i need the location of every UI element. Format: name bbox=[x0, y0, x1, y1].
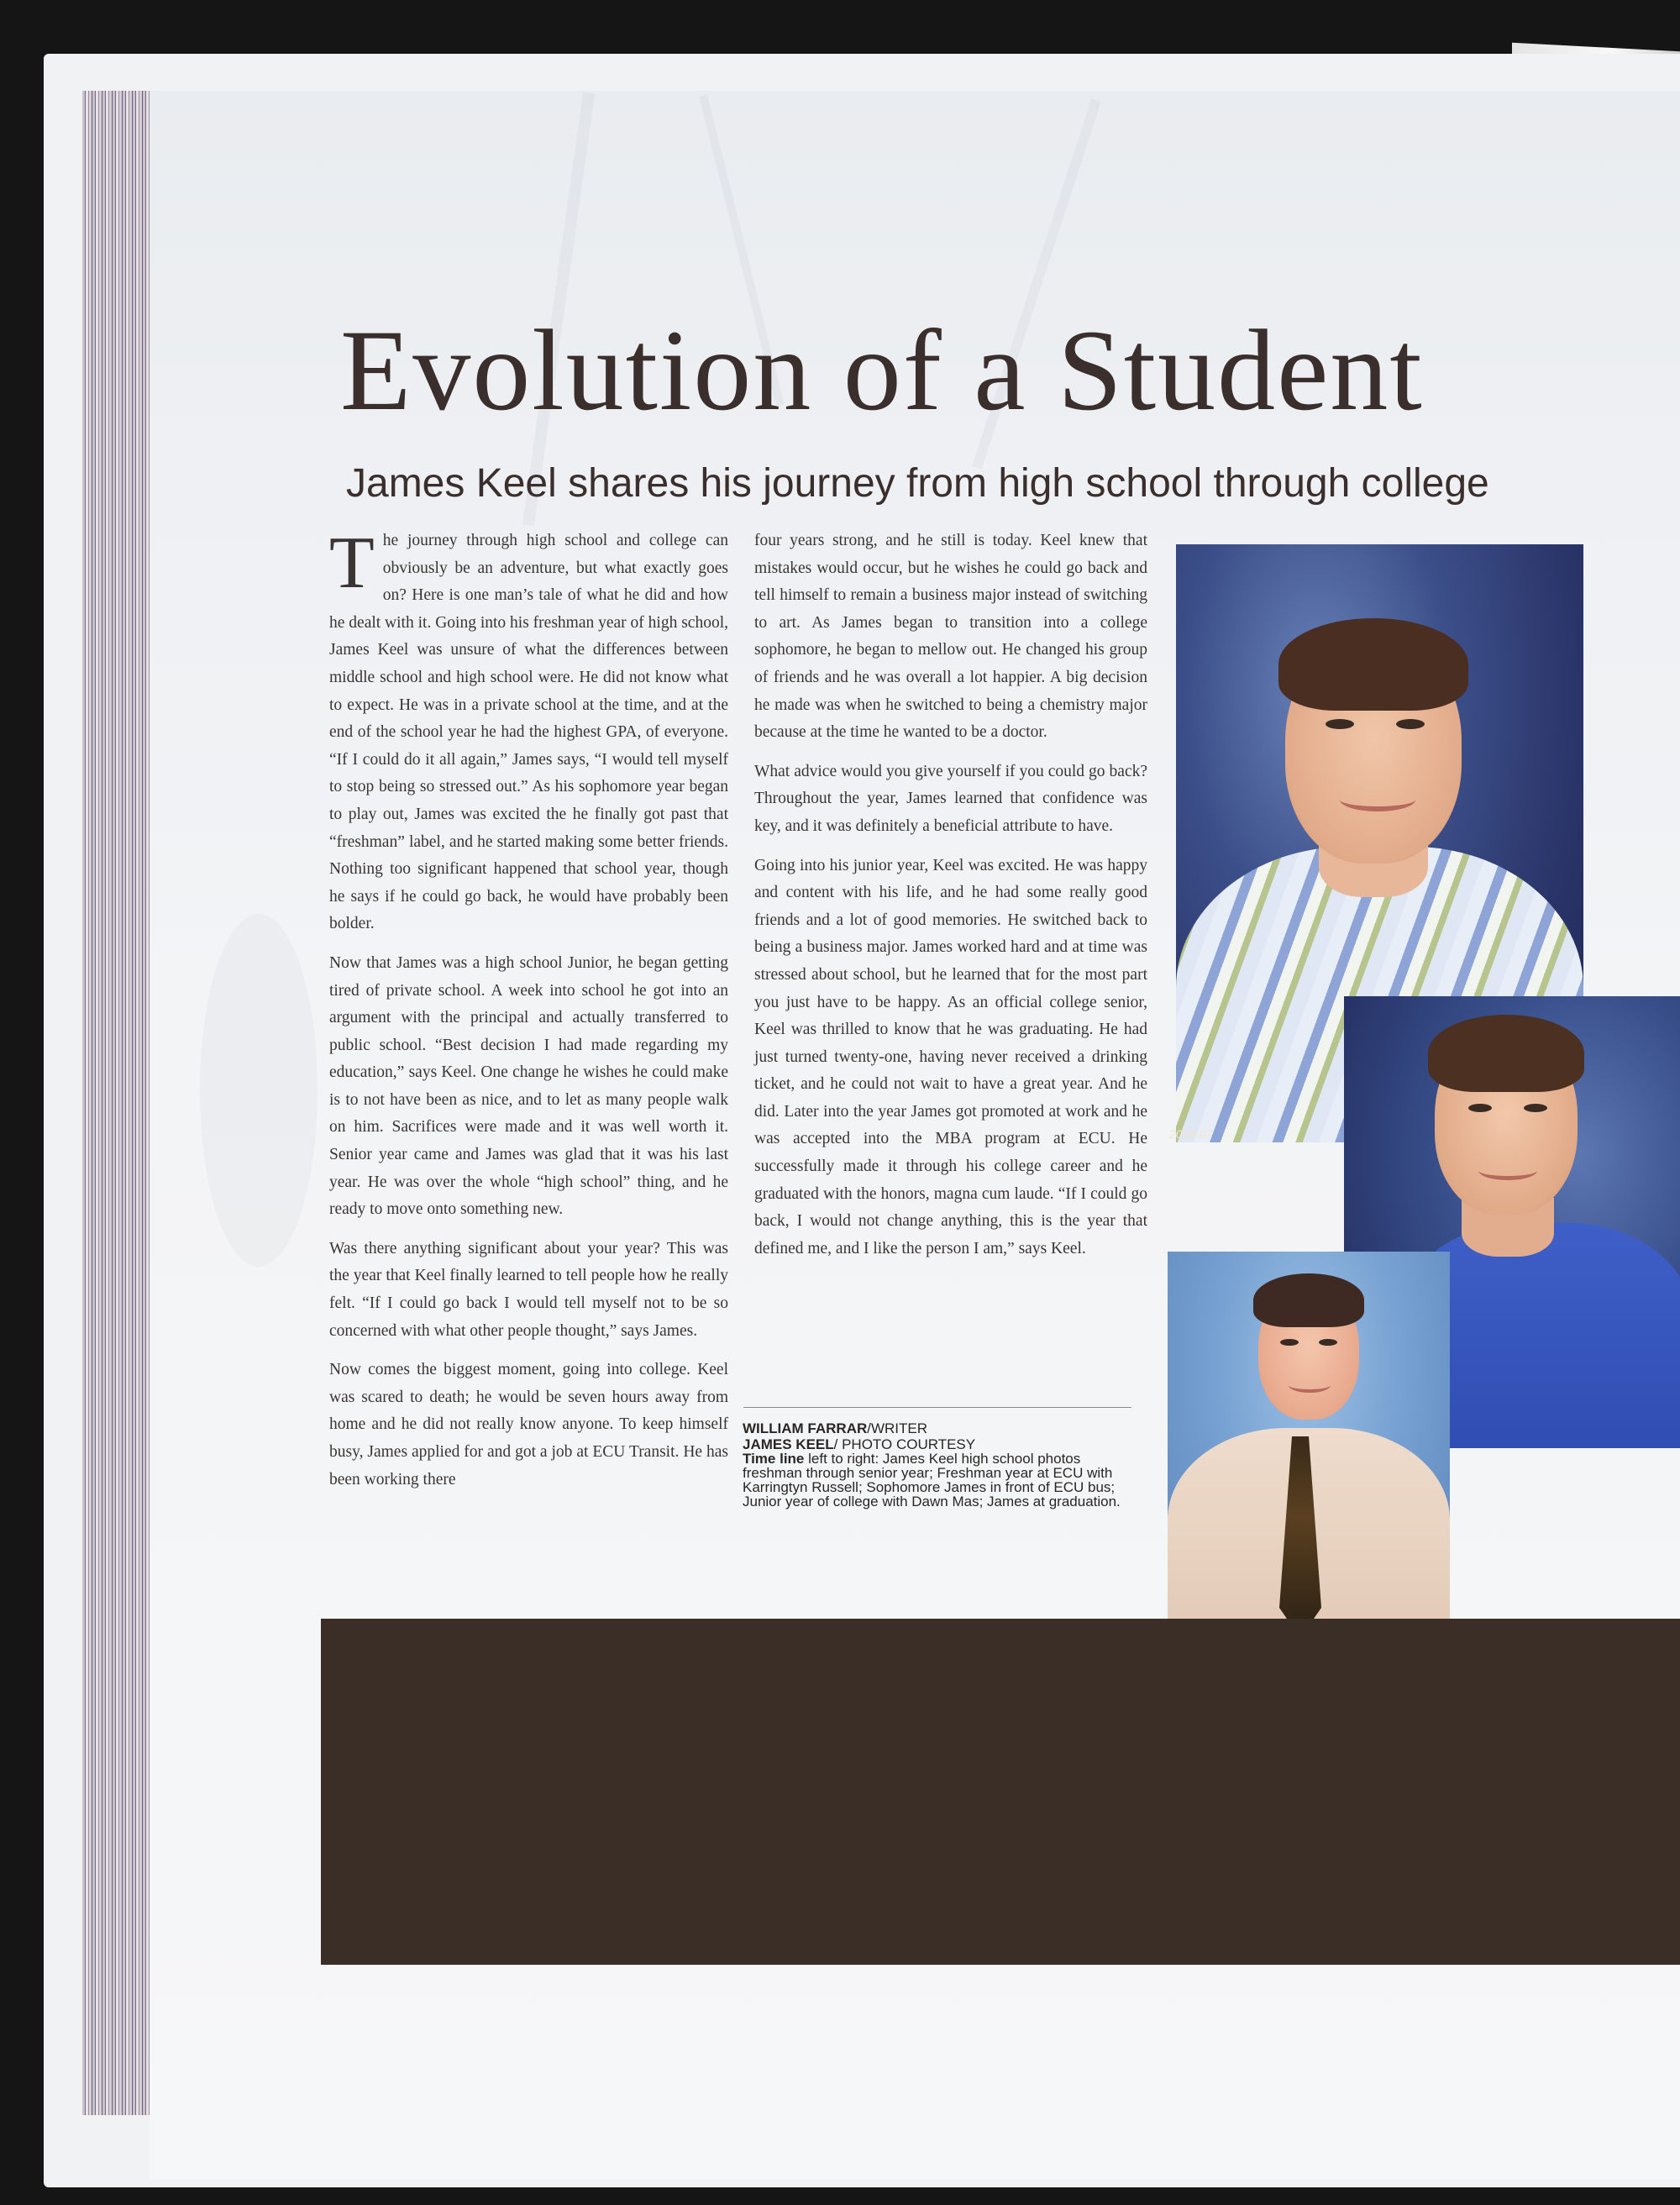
eye bbox=[1326, 719, 1354, 729]
article-subtitle: James Keel shares his journey from high school through college bbox=[346, 461, 1489, 506]
photo-year-stamp: 2006-07 bbox=[1169, 1127, 1213, 1141]
writer-credit: WILLIAM FARRAR/WRITER bbox=[743, 1420, 928, 1436]
smile bbox=[1478, 1161, 1537, 1180]
page-edges bbox=[82, 91, 153, 2115]
drop-cap: T bbox=[329, 522, 375, 604]
photo-caption: Time line left to right: James Keel high school photos freshman through senior year; Freshman year at ECU with Karringtyn Russell; Sophomore James in front of ECU bus; Junior year of college with Dawn Mas; James at graduation. bbox=[743, 1451, 1121, 1509]
paragraph: The journey through high school and college can obviously be an adventure, but what exactly goes on? Here is one man’s tale of what he did and how he dealt with it. Going into his freshman year of high school, James Keel was unsure of what the differences between middle school and high school were. He did not know what to expect. He was in a private school at the time, and at the end of the school year he had the highest GPA, of everyone. “If I could do it all again,” James says, “I would tell myself to stop being so stressed out.” As his sophomore year began to play out, James was excited the he finally got past that “freshman” label, and he started making some better friends. Nothing too significant happened that school year, though he says if he could go back, he would have probably been bolder. bbox=[329, 522, 728, 933]
article-title: Evolution of a Student bbox=[340, 306, 1424, 434]
paragraph: What advice would you give yourself if you could go back? Throughout the year, James learned that confidence was key, and it was definitely a beneficial attribute to have. bbox=[754, 762, 1147, 835]
paragraph: Now comes the biggest moment, going into college. Keel was scared to death; he would be seven hours away from home and he did not really know anyone. To keep himself busy, James applied for and got a job at ECU Transit. He has been working there bbox=[329, 1361, 728, 1488]
paragraph: Now that James was a high school Junior, he began getting tired of private school. A week into school he got into an argument with the principal and actually transferred to public school. “Best decision I had made regarding my education,” says Keel. One change he wishes he could make is to not have been as nice, and to let as many people walk on him. Sacrifices were made and it was well worth it. Senior year came and James was glad that it was his last year. He was over the whole “high school” thing, and he ready to move onto something new. bbox=[329, 953, 728, 1219]
hair bbox=[1253, 1273, 1364, 1327]
shadow-watermark bbox=[200, 914, 318, 1267]
eye bbox=[1319, 1339, 1337, 1346]
smile bbox=[1289, 1378, 1331, 1393]
photo-credits bbox=[743, 1421, 1137, 1509]
eye bbox=[1280, 1339, 1299, 1346]
eye bbox=[1524, 1104, 1547, 1112]
body-column-right bbox=[754, 528, 1147, 1274]
paragraph: Going into his junior year, Keel was excited. He was happy and content with his life, and he had some really good friends and a lot of good memories. He switched back to being a business major. James worked hard and at time was stressed about school, but he learned that for the most part you just have to be happy. As an official college senior, Keel was thrilled to know that he was graduating. He had just turned twenty-one, having never received a drinking ticket, and he could not wait to have a great year. And he did. Later into the year James got promoted at work and he was accepted into the MBA program at ECU. He successfully made it through his college career and he graduated with the honors, magna cum laude. “If I could go back, I would not change anything, this is the year that defined me, and I like the person I am,” says Keel. bbox=[754, 856, 1147, 1257]
smile bbox=[1340, 788, 1415, 811]
photo-credit: JAMES KEEL/ PHOTO COURTESY bbox=[743, 1436, 976, 1452]
hair bbox=[1428, 1015, 1584, 1092]
paragraph: Was there anything significant about your year? This was the year that Keel finally learned to tell people how he really felt. “If I could go back I would tell myself not to be so concerned with what other people thought,” says James. bbox=[329, 1239, 728, 1340]
eye bbox=[1396, 719, 1425, 729]
portrait-photo-freshman bbox=[1168, 1252, 1450, 1630]
dark-color-band bbox=[321, 1619, 1680, 1965]
eye bbox=[1468, 1104, 1492, 1112]
hair bbox=[1278, 618, 1468, 711]
credits-divider bbox=[743, 1407, 1131, 1408]
paragraph: four years strong, and he still is today. Keel knew that mistakes would occur, but he wishes he could go back and tell himself to remain a business major instead of switching to art. As James began to transition into a college sophomore, he began to mellow out. He changed his group of friends and he was overall a lot happier. A big decision he made was when he switched to being a chemistry major because at the time he wanted to be a doctor. bbox=[754, 532, 1147, 742]
body-column-left bbox=[329, 522, 728, 1505]
